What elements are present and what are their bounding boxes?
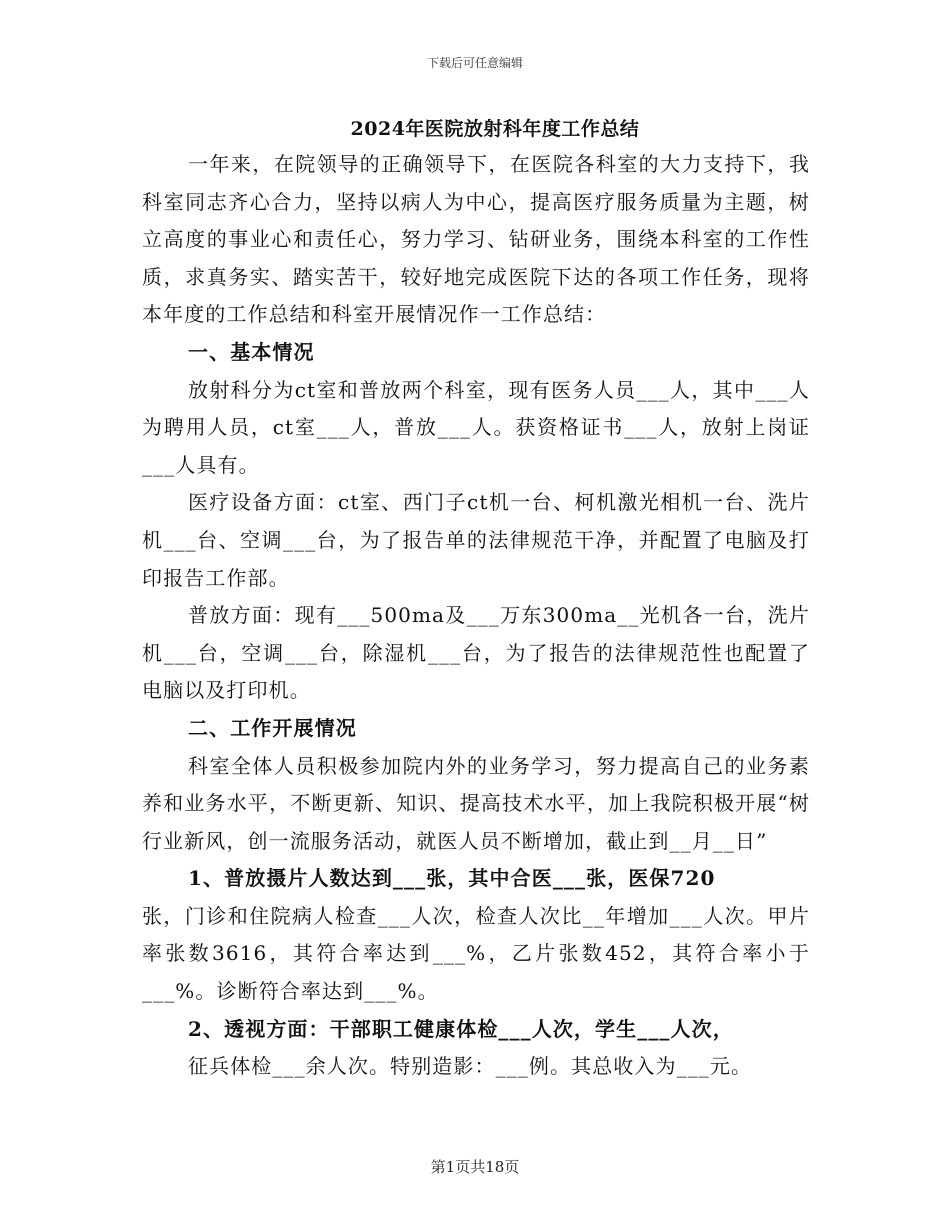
document-body — [142, 146, 810, 1086]
section-heading-work: 二、工作开展情况 — [188, 715, 357, 740]
paragraph-fluoroscopy: 征兵体检___余人次。特别造影：___例。其总收入为___元。 — [188, 1054, 753, 1079]
section-heading-basic: 一、基本情况 — [188, 339, 315, 364]
paragraph-training: 科室全体人员积极参加院内外的业务学习，努力提高自己的业务素养和业务水平，不断更新、知识、提高技术水平，加上我院积极开展“树行业新风，创一流服务活动，就医人员不断增加，截止到__月__日” — [142, 753, 810, 853]
item-heading-2: 2、透视方面：干部职工健康体检___人次，学生___人次， — [188, 1016, 734, 1041]
page-footer: 第1页共18页 — [430, 1158, 520, 1176]
paragraph-equipment: 医疗设备方面：ct室、西门子ct机一台、柯机激光相机一台、洗片机___台、空调___台，为了报告单的法律规范干净，并配置了电脑及打印报告工作部。 — [142, 490, 810, 590]
paragraph-radiography-stats: 张，门诊和住院病人检查___人次，检查人次比__年增加___人次。甲片率张数3616，其符合率达到___%，乙片张数452，其符合率小于___%。诊断符合率达到___%。 — [142, 903, 810, 1004]
document-title: 2024年医院放射科年度工作总结 — [350, 118, 640, 140]
paragraph-staff: 放射科分为ct室和普放两个科室，现有医务人员___人，其中___人为聘用人员，ct室___人，普放___人。获资格证书___人，放射上岗证___人具有。 — [142, 377, 810, 477]
paragraph-intro: 一年来，在院领导的正确领导下，在医院各科室的大力支持下，我科室同志齐心合力，坚持以病人为中心，提高医疗服务质量为主题，树立高度的事业心和责任心，努力学习、钻研业务，围绕本科室的工作性质，求真务实、踏实苦干，较好地完成医院下达的各项工作任务，现将本年度的工作总结和科室开展情况作一工作总结： — [142, 152, 810, 327]
item-heading-1: 1、普放摄片人数达到___张，其中合医___张，医保720 — [188, 866, 716, 891]
paragraph-general-radiography: 普放方面：现有___500ma及___万东300ma__光机各一台，洗片机___台，空调___台，除湿机___台，为了报告的法律规范性也配置了电脑以及打印机。 — [142, 603, 810, 703]
page-header: 下载后可任意编辑 — [426, 56, 523, 70]
